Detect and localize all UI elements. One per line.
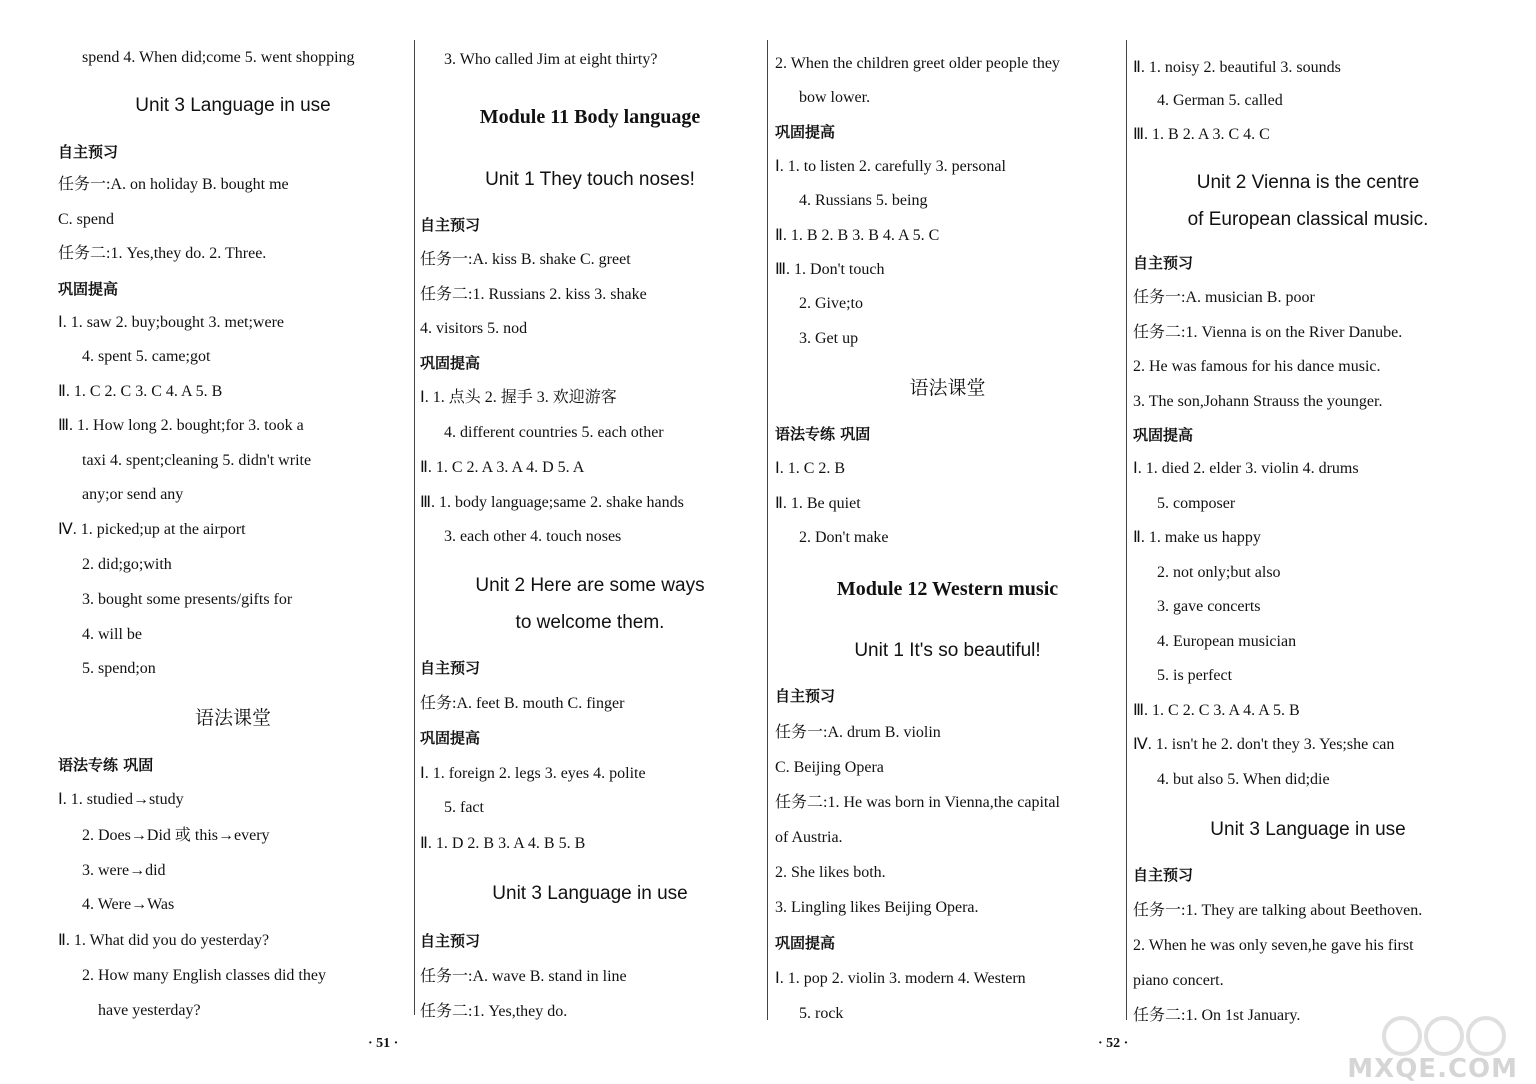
answer-line: 2. He was famous for his dance music.: [1133, 358, 1381, 375]
unit-heading: Module 12 Western music: [836, 578, 1059, 600]
section-heading: 自主预习: [1133, 254, 1194, 272]
answer-line: Ⅲ. 1. C 2. C 3. A 4. A 5. B: [1133, 702, 1300, 719]
answer-line: 2. Don't make: [799, 529, 889, 546]
answer-line: 4. will be: [82, 626, 142, 643]
answer-line: 任务一:A. wave B. stand in line: [420, 968, 627, 985]
section-heading: 巩固提高: [420, 354, 481, 372]
answer-line: Ⅰ. 1. studied→study: [58, 791, 184, 808]
answer-line: 5. rock: [799, 1005, 844, 1022]
answer-line: C. spend: [58, 211, 114, 228]
section-heading: 自主预习: [420, 659, 481, 677]
answer-line: Ⅲ. 1. B 2. A 3. C 4. C: [1133, 126, 1270, 143]
answer-line: Ⅱ. 1. What did you do yesterday?: [58, 932, 270, 949]
column-divider: [1126, 40, 1127, 1020]
answer-line: Ⅱ. 1. noisy 2. beautiful 3. sounds: [1133, 59, 1341, 76]
column-1: [58, 38, 408, 1038]
column-3: [775, 38, 1120, 1038]
unit-heading: Unit 3 Language in use: [135, 95, 331, 116]
answer-line: 4. Russians 5. being: [799, 192, 928, 209]
unit-heading: Unit 1 It's so beautiful!: [854, 640, 1041, 661]
answer-line: 5. fact: [444, 799, 484, 816]
column-divider: [767, 40, 768, 1020]
answer-line: 4. but also 5. When did;die: [1157, 771, 1330, 788]
unit-heading: 语法课堂: [909, 377, 986, 399]
answer-line: of Austria.: [775, 829, 843, 846]
answer-line: 4. spent 5. came;got: [82, 348, 211, 365]
page-number-left: · 51 ·: [368, 1036, 399, 1051]
page-number-right: · 52 ·: [1098, 1036, 1129, 1051]
answer-line: Ⅰ. 1. to listen 2. carefully 3. personal: [775, 158, 1006, 175]
answer-line: 任务二:1. On 1st January.: [1133, 1007, 1301, 1024]
answer-line: Ⅰ. 1. pop 2. violin 3. modern 4. Western: [775, 970, 1026, 987]
answer-line: 2. Give;to: [799, 295, 863, 312]
answer-line: 2. How many English classes did they: [82, 967, 326, 984]
section-heading: 语法专练 巩固: [58, 756, 154, 774]
answer-line: 2. Does→Did 或 this→every: [82, 827, 270, 844]
answer-line: 任务一:A. on holiday B. bought me: [58, 176, 289, 193]
section-heading: 自主预习: [420, 932, 481, 950]
answer-line: bow lower.: [799, 89, 871, 106]
section-heading: 语法专练 巩固: [775, 425, 871, 443]
answer-line: 5. spend;on: [82, 660, 156, 677]
answer-line: Ⅰ. 1. saw 2. buy;bought 3. met;were: [58, 314, 285, 331]
section-heading: 自主预习: [58, 143, 119, 161]
answer-line: Ⅱ. 1. C 2. A 3. A 4. D 5. A: [420, 459, 585, 476]
answer-line: Ⅱ. 1. B 2. B 3. B 4. A 5. C: [775, 227, 940, 244]
answer-line: Ⅱ. 1. D 2. B 3. A 4. B 5. B: [420, 835, 586, 852]
unit-heading: to welcome them.: [515, 612, 665, 633]
answer-line: spend 4. When did;come 5. went shopping: [82, 49, 355, 66]
answer-line: 3. Lingling likes Beijing Opera.: [775, 899, 979, 916]
column-2: [420, 38, 760, 1038]
answer-line: Ⅱ. 1. C 2. C 3. C 4. A 5. B: [58, 383, 223, 400]
column-4: [1133, 38, 1483, 1038]
unit-heading: Unit 3 Language in use: [1210, 819, 1406, 840]
unit-heading: Unit 2 Vienna is the centre: [1196, 172, 1420, 193]
answer-line: Ⅰ. 1. foreign 2. legs 3. eyes 4. polite: [420, 765, 646, 782]
answer-line: Ⅱ. 1. Be quiet: [775, 495, 861, 512]
answer-line: Ⅲ. 1. How long 2. bought;for 3. took a: [58, 417, 304, 434]
answer-line: Ⅳ. 1. isn't he 2. don't they 3. Yes;she can: [1133, 736, 1395, 753]
answer-line: 2. did;go;with: [82, 556, 172, 573]
answer-line: 任务二:1. He was born in Vienna,the capital: [775, 794, 1060, 811]
answer-line: 3. The son,Johann Strauss the younger.: [1133, 393, 1383, 410]
answer-line: 任务:A. feet B. mouth C. finger: [420, 695, 625, 712]
section-heading: 巩固提高: [775, 123, 836, 141]
answer-line: 4. European musician: [1157, 633, 1297, 650]
answer-line: 2. When he was only seven,he gave his first: [1133, 937, 1414, 954]
answer-line: 5. is perfect: [1157, 667, 1233, 684]
unit-heading: Unit 1 They touch noses!: [485, 169, 695, 190]
answer-line: 4. different countries 5. each other: [444, 424, 664, 441]
answer-line: 4. Were→Was: [82, 896, 175, 913]
answer-line: Ⅰ. 1. died 2. elder 3. violin 4. drums: [1133, 460, 1359, 477]
answer-line: 3. Get up: [799, 330, 859, 347]
section-heading: 巩固提高: [420, 729, 481, 747]
answer-line: 2. She likes both.: [775, 864, 886, 881]
section-heading: 巩固提高: [775, 934, 836, 952]
answer-line: any;or send any: [82, 486, 184, 503]
answer-line: 3. Who called Jim at eight thirty?: [444, 51, 658, 68]
answer-line: 任务二:1. Russians 2. kiss 3. shake: [420, 286, 647, 303]
answer-line: piano concert.: [1133, 972, 1224, 989]
unit-heading: 语法课堂: [194, 707, 271, 729]
answer-line: Ⅰ. 1. 点头 2. 握手 3. 欢迎游客: [420, 389, 617, 406]
answer-line: Ⅳ. 1. picked;up at the airport: [58, 521, 246, 538]
answer-line: Ⅱ. 1. make us happy: [1133, 529, 1261, 546]
section-heading: 自主预习: [775, 687, 836, 705]
answer-line: 4. German 5. called: [1157, 92, 1283, 109]
answer-line: 2. When the children greet older people they: [775, 55, 1060, 72]
answer-line: 4. visitors 5. nod: [420, 320, 528, 337]
answer-line: 任务二:1. Yes,they do. 2. Three.: [58, 245, 267, 262]
answer-line: taxi 4. spent;cleaning 5. didn't write: [82, 452, 312, 469]
section-heading: 自主预习: [1133, 866, 1194, 884]
answer-line: 3. each other 4. touch noses: [444, 528, 622, 545]
answer-line: Ⅲ. 1. body language;same 2. shake hands: [420, 494, 684, 511]
answer-line: 3. were→did: [82, 862, 166, 879]
section-heading: 自主预习: [420, 216, 481, 234]
answer-line: 任务二:1. Yes,they do.: [420, 1003, 568, 1020]
answer-line: 3. gave concerts: [1157, 598, 1261, 615]
answer-line: 任务一:1. They are talking about Beethoven.: [1133, 902, 1423, 919]
answer-line: have yesterday?: [98, 1002, 201, 1019]
answer-line: 任务一:A. drum B. violin: [775, 724, 941, 741]
unit-heading: Unit 2 Here are some ways: [475, 575, 705, 596]
section-heading: 巩固提高: [1133, 426, 1194, 444]
column-divider: [414, 40, 415, 1015]
watermark-text: MXQE.COM: [1347, 1054, 1518, 1084]
answer-line: 任务二:1. Vienna is on the River Danube.: [1133, 324, 1403, 341]
answer-line: 5. composer: [1157, 495, 1236, 512]
answer-line: 任务一:A. kiss B. shake C. greet: [420, 251, 631, 268]
unit-heading: Module 11 Body language: [479, 106, 701, 128]
answer-line: Ⅲ. 1. Don't touch: [775, 261, 885, 278]
answer-line: 任务一:A. musician B. poor: [1133, 289, 1315, 306]
answer-line: 2. not only;but also: [1157, 564, 1281, 581]
section-heading: 巩固提高: [58, 280, 119, 298]
unit-heading: Unit 3 Language in use: [492, 883, 688, 904]
answer-line: Ⅰ. 1. C 2. B: [775, 460, 846, 477]
answer-line: C. Beijing Opera: [775, 759, 884, 776]
unit-heading: of European classical music.: [1187, 209, 1429, 230]
answer-line: 3. bought some presents/gifts for: [82, 591, 293, 608]
